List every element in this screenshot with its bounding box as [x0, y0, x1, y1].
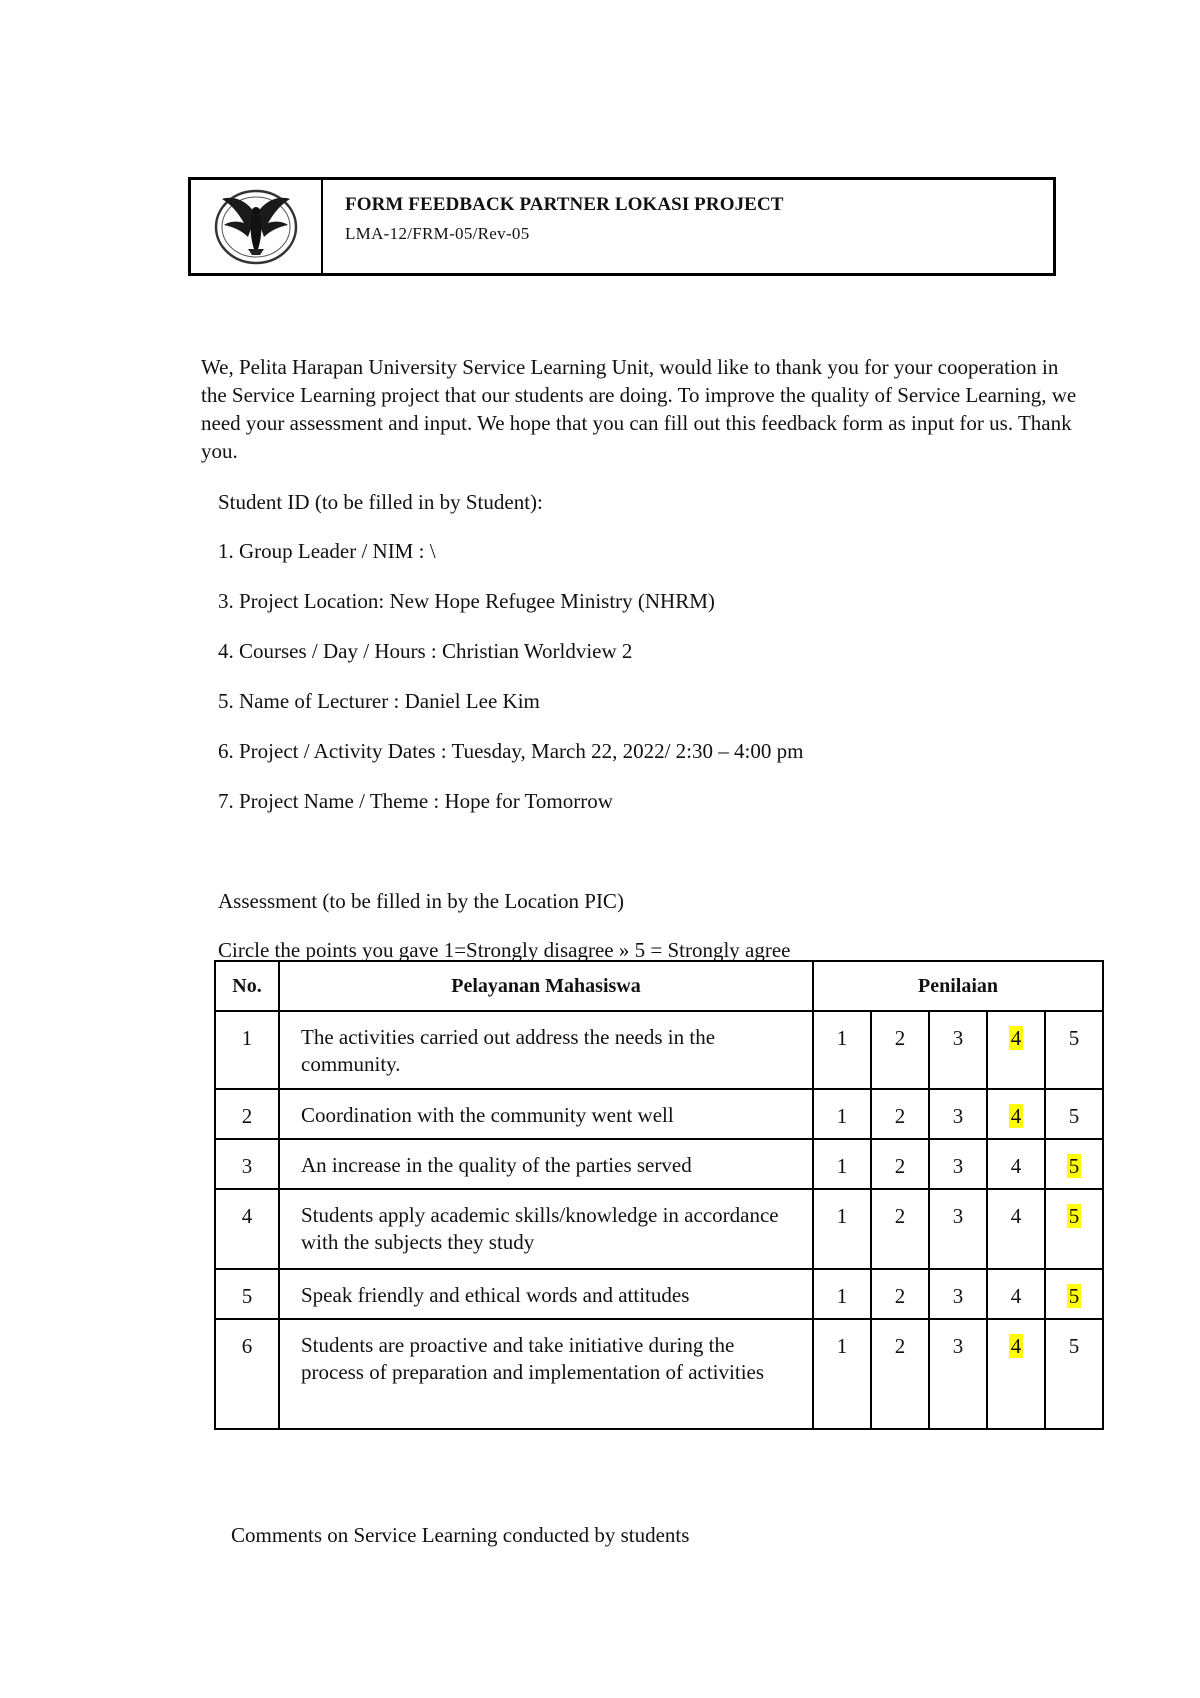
score-option-5[interactable] [1045, 1319, 1103, 1429]
table-row [215, 1011, 1103, 1089]
score-option-3[interactable] [929, 1139, 987, 1189]
score-value: 5 [1068, 1204, 1080, 1228]
table-row [215, 1319, 1103, 1429]
score-option-1[interactable] [813, 1011, 871, 1089]
score-option-2[interactable] [871, 1139, 929, 1189]
score-value: 1 [836, 1026, 848, 1050]
score-option-1[interactable] [813, 1139, 871, 1189]
score-option-4[interactable] [987, 1319, 1045, 1429]
info-project-theme: 7. Project Name / Theme : Hope for Tomorrow [218, 789, 613, 813]
score-value: 3 [952, 1154, 964, 1178]
info-project-location: 3. Project Location: New Hope Refugee Ministry (NHRM) [218, 589, 715, 613]
university-logo [191, 180, 323, 273]
row-number: 3 [215, 1139, 279, 1189]
score-value: 1 [836, 1284, 848, 1308]
score-option-5[interactable] [1045, 1189, 1103, 1269]
table-row [215, 1189, 1103, 1269]
score-value: 5 [1068, 1334, 1080, 1358]
score-option-2[interactable] [871, 1319, 929, 1429]
col-rating: Penilaian [813, 961, 1103, 1011]
info-activity-dates: 6. Project / Activity Dates : Tuesday, March 22, 2022/ 2:30 – 4:00 pm [218, 739, 804, 763]
score-value: 3 [952, 1026, 964, 1050]
row-number: 1 [215, 1011, 279, 1089]
score-value: 4 [1010, 1334, 1022, 1358]
score-value: 4 [1010, 1284, 1022, 1308]
col-service: Pelayanan Mahasiswa [279, 961, 813, 1011]
info-course: 4. Courses / Day / Hours : Christian Worldview 2 [218, 639, 633, 663]
score-value: 1 [836, 1154, 848, 1178]
score-value: 4 [1010, 1154, 1022, 1178]
score-value: 2 [894, 1284, 906, 1308]
score-value: 4 [1010, 1204, 1022, 1228]
intro-paragraph: We, Pelita Harapan University Service Learning Unit, would like to thank you for your cooperation in the Service Learning project that our students are doing. To improve the quality of Service Learning, we need your assessment and input. We hope that you can fill out this feedback form as input for us. Thank you. [201, 355, 1077, 463]
row-number: 5 [215, 1269, 279, 1319]
score-value: 2 [894, 1154, 906, 1178]
score-value: 3 [952, 1204, 964, 1228]
score-value: 3 [952, 1284, 964, 1308]
score-option-5[interactable] [1045, 1269, 1103, 1319]
form-code: LMA-12/FRM-05/Rev-05 [345, 224, 530, 243]
score-value: 4 [1010, 1026, 1022, 1050]
assessment-table [214, 960, 1104, 1430]
score-option-4[interactable] [987, 1089, 1045, 1139]
score-value: 5 [1068, 1104, 1080, 1128]
table-header-row [215, 961, 1103, 1011]
score-value: 5 [1068, 1026, 1080, 1050]
score-value: 3 [952, 1334, 964, 1358]
row-number: 4 [215, 1189, 279, 1269]
score-option-1[interactable] [813, 1269, 871, 1319]
score-option-4[interactable] [987, 1189, 1045, 1269]
score-value: 2 [894, 1026, 906, 1050]
score-option-3[interactable] [929, 1269, 987, 1319]
col-no: No. [215, 961, 279, 1011]
score-option-3[interactable] [929, 1319, 987, 1429]
score-option-3[interactable] [929, 1011, 987, 1089]
score-value: 1 [836, 1104, 848, 1128]
score-value: 1 [836, 1334, 848, 1358]
info-lecturer: 5. Name of Lecturer : Daniel Lee Kim [218, 689, 540, 713]
score-option-3[interactable] [929, 1089, 987, 1139]
info-group-leader: 1. Group Leader / NIM : \ [218, 539, 436, 563]
row-statement: Students are proactive and take initiative during the process of preparation and implementation of activities [279, 1319, 813, 1429]
score-value: 1 [836, 1204, 848, 1228]
score-option-2[interactable] [871, 1089, 929, 1139]
score-option-2[interactable] [871, 1011, 929, 1089]
score-option-1[interactable] [813, 1189, 871, 1269]
score-option-1[interactable] [813, 1319, 871, 1429]
comments-label: Comments on Service Learning conducted by students [231, 1523, 690, 1547]
form-header [188, 177, 1056, 276]
score-value: 2 [894, 1104, 906, 1128]
score-option-4[interactable] [987, 1269, 1045, 1319]
score-option-4[interactable] [987, 1011, 1045, 1089]
row-statement: The activities carried out address the needs in the community. [279, 1011, 813, 1089]
score-value: 5 [1068, 1154, 1080, 1178]
form-title: FORM FEEDBACK PARTNER LOKASI PROJECT [345, 194, 784, 215]
score-option-2[interactable] [871, 1269, 929, 1319]
table-row [215, 1089, 1103, 1139]
table-row [215, 1139, 1103, 1189]
score-option-5[interactable] [1045, 1011, 1103, 1089]
score-value: 5 [1068, 1284, 1080, 1308]
score-option-1[interactable] [813, 1089, 871, 1139]
score-value: 4 [1010, 1104, 1022, 1128]
student-info-heading: Student ID (to be filled in by Student): [218, 490, 543, 514]
assessment-heading: Assessment (to be filled in by the Location PIC) [218, 889, 624, 913]
score-value: 3 [952, 1104, 964, 1128]
score-option-2[interactable] [871, 1189, 929, 1269]
row-number: 6 [215, 1319, 279, 1429]
row-statement: Students apply academic skills/knowledge in accordance with the subjects they study [279, 1189, 813, 1269]
row-statement: An increase in the quality of the parties served [279, 1139, 813, 1189]
score-option-5[interactable] [1045, 1089, 1103, 1139]
eagle-seal-icon [208, 185, 304, 269]
row-statement: Coordination with the community went well [279, 1089, 813, 1139]
row-statement: Speak friendly and ethical words and attitudes [279, 1269, 813, 1319]
score-option-5[interactable] [1045, 1139, 1103, 1189]
table-row [215, 1269, 1103, 1319]
score-value: 2 [894, 1204, 906, 1228]
score-value: 2 [894, 1334, 906, 1358]
assessment-instruction: Circle the points you gave 1=Strongly disagree » 5 = Strongly agree [218, 938, 791, 962]
row-number: 2 [215, 1089, 279, 1139]
score-option-4[interactable] [987, 1139, 1045, 1189]
score-option-3[interactable] [929, 1189, 987, 1269]
